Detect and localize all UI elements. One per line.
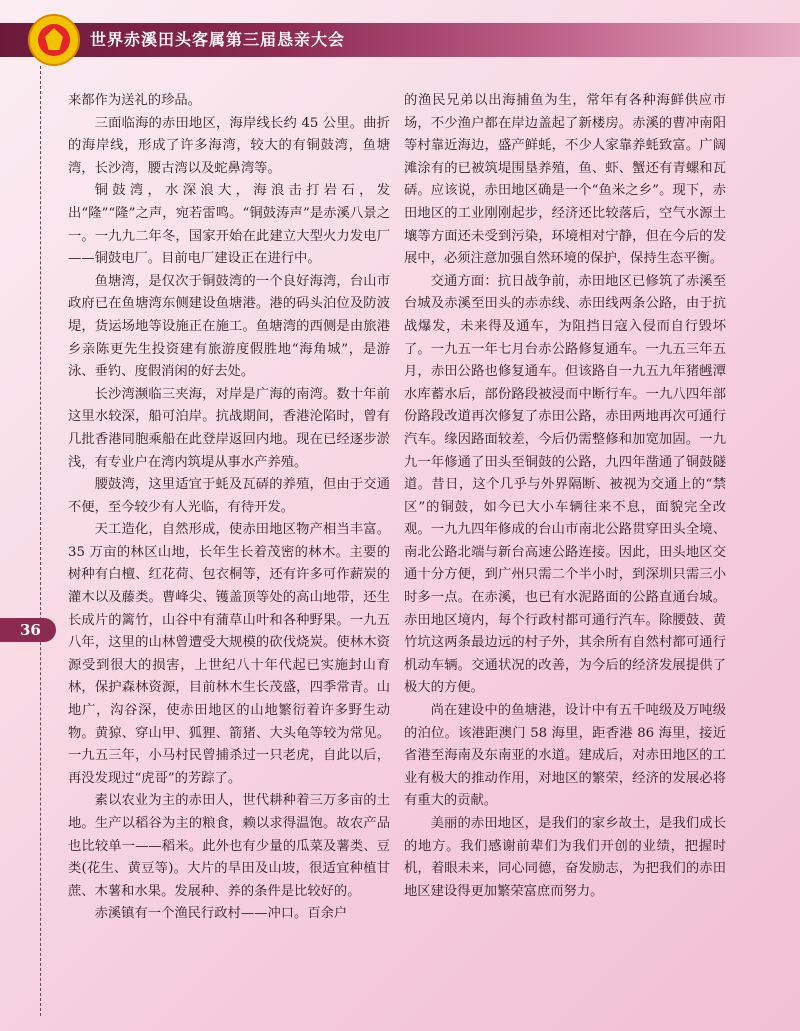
paragraph: 鱼塘湾，是仅次于铜鼓湾的一个良好海湾，台山市政府已在鱼塘湾东侧建设鱼塘港。港的码头泊位及防波堤，货运场地等设施正在施工。鱼塘湾的西侧是由旅港乡亲陈更先生投资建有旅游度假胜地“海角城”，是游泳、垂钓、度假消闲的好去处。 [68,273,390,380]
right-column [404,90,726,903]
paragraph: 交通方面：抗日战争前，赤田地区已修筑了赤溪至台城及赤溪至田头的赤赤线、赤田线两条公路，由于抗战爆发，未来得及通车，为阻挡日寇入侵而自行毁坏了。一九五一年七月台赤公路修复通车。一九五三年五月，赤田公路也修复通车。但该路自一九五九年猪乸潭水库蓄水后，部份路段被浸而中断行车。一九八四年部份路段改道再次修复了赤田公路，赤田两地再次可通行汽车。缘因路面较差，今后仍需整修和加宽加固。一九九一年修通了田头至铜鼓的公路，九四年凿通了铜鼓隧道。昔日，这个几乎与外界隔断、被视为交通上的“禁区”的铜鼓，如今已大小车辆往来不息，面貌完全改观。一九九四年修成的台山市南北公路贯穿田头全境、南北公路北端与新台高速公路连接。因此，田头地区交通十分方便，到广州只需二个半小时，到深圳只需三小时多一点。在赤溪，也已有水泥路面的公路直通台城。赤田地区境内，每个行政村都可通行汽车。除腰鼓、黄竹坑这两条最边远的村子外，其余所有自然村都可通行机动车辆。交通状况的改善，为今后的经济发展提供了极大的方便。 [404,273,726,696]
left-column [68,90,390,926]
paragraph: 美丽的赤田地区，是我们的家乡故土，是我们成长的地方。我们感谢前辈们为我们开创的业绩，把握时机，着眼未来，同心同德，奋发励志，为把我们的赤田地区建设得更加繁荣富庶而努力。 [404,816,726,899]
paragraph: 素以农业为主的赤田人，世代耕种着三万多亩的土地。生产以稻谷为主的粮食，赖以求得温饱。故农产品也比较单一——稻米。此外也有少量的瓜菜及薯类、豆类(花生、黄豆等)。大片的旱田及山坡，很适宜种植甘蔗、木薯和水果。发展种、养的条件是比较好的。 [68,793,390,899]
paragraph: 的渔民兄弟以出海捕鱼为生，常年有各种海鲜供应市场，不少渔户都在岸边盖起了新楼房。赤溪的曹冲南阳等村靠近海边，盛产鲜蚝，不少人家靠养蚝致富。广阔滩涂有的已被筑堤围垦养殖，鱼、虾、蟹还有青螺和瓦硦。应该说，赤田地区确是一个“鱼米之乡”。现下，赤田地区的工业刚刚起步，经济还比较落后，空气水源土壤等方面还未受到污染，环境相对宁静，但在今后的发展中，必须注意加强自然环境的保护，保持生态平衡。 [404,93,726,267]
paragraph: 腰鼓湾，这里适宜于蚝及瓦硦的养殖，但由于交通不便，至今较少有人光临，有待开发。 [68,477,390,515]
paragraph: 长沙湾濒临三夹海，对岸是广海的南湾。数十年前这里水较深，船可泊岸。抗战期间，香港沦陷时，曾有几批香港同胞乘船在此登岸返回内地。现在已经逐步淤浅，有专业户在湾内筑堤从事水产养殖。 [68,386,390,470]
paragraph: 尚在建设中的鱼塘港，设计中有五千吨级及万吨级的泊位。该港距澳门 58 海里，距香港 86 海里，接近省港至海南及东南亚的水道。建成后，对赤田地区的工业有极大的推动作用，对地区的繁荣，经济的发展必将有重大的贡献。 [404,703,726,809]
conference-logo-icon [28,14,80,66]
paragraph: 赤溪镇有一个渔民行政村——冲口。百余户 [94,906,348,922]
margin-dashed-rule [40,66,41,1016]
page-number: 36 [20,621,41,639]
paragraph: 铜鼓湾，水深浪大，海浪击打岩石，发出“隆”“隆”之声，宛若雷鸣。“铜鼓涛声”是赤溪八景之一。一九九二年冬，国家开始在此建立大型火力发电厂——铜鼓电厂。目前电厂建设正在进行中。 [68,183,390,267]
paragraph: 天工造化，自然形成，使赤田地区物产相当丰富。35 万亩的林区山地，长年生长着茂密的林木。主要的树种有白檀、红花荷、包衣桐等，还有许多可作薪炭的灌木以及藤类。曹峰尖、镬盖顶等处的高山地带，还生长成片的篱竹，山谷中有蒲草山叶和各种野果。一九五八年，这里的山林曾遭受大规模的砍伐烧炭。使林木资源受到很大的损害，上世纪八十年代起已实施封山育林，保护森林资源，目前林木生长茂盛，四季常青。山地广，沟谷深，使赤田地区的山地繁衍着许多野生动物。黄猄、穿山甲、狐狸、箭猪、大头龟等较为常见。一九五三年，小马村民曾捕杀过一只老虎，自此以后，再没发现过“虎哥”的芳踪了。 [68,522,390,786]
header-title: 世界赤溪田头客属第三届恳亲大会 [90,30,346,49]
paragraph: 来都作为送礼的珍品。 [68,93,201,108]
paragraph: 三面临海的赤田地区，海岸线长约 45 公里。曲折的海岸线，形成了许多海湾，较大的有铜鼓湾，鱼塘湾，长沙湾，腰古湾以及蛇鼻湾等。 [68,115,390,176]
